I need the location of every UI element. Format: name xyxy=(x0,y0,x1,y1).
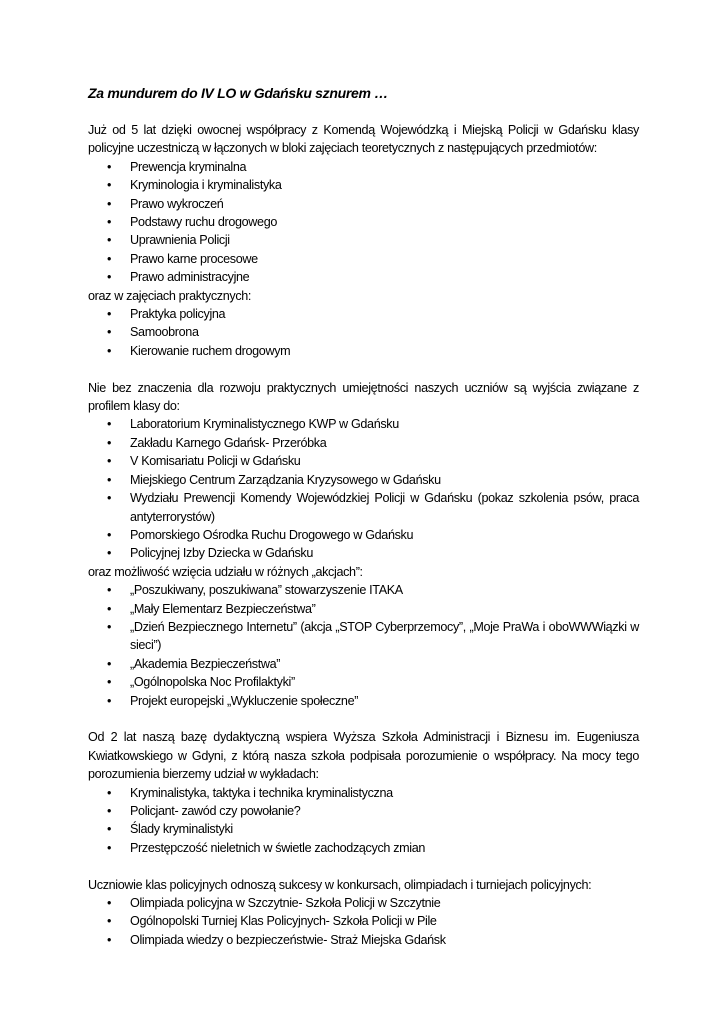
list-item: • „Ogólnopolska Noc Profilaktyki” xyxy=(88,673,639,691)
contests-list xyxy=(88,894,639,949)
bullet-icon: • xyxy=(107,435,112,450)
list-item: • Laboratorium Kryminalistycznego KWP w Gdańsku xyxy=(88,415,639,433)
bullet-icon: • xyxy=(107,914,112,929)
bullet-icon: • xyxy=(107,215,112,230)
list-item: • „Poszukiwany, poszukiwana” stowarzyszenie ITAKA xyxy=(88,581,639,599)
list-item: • „Dzień Bezpiecznego Internetu” (akcja „STOP Cyberprzemocy”, „Moje PraWa i oboWWWiązki w sieci”) xyxy=(107,619,639,653)
list-item: • „Mały Elementarz Bezpieczeństwa” xyxy=(88,600,639,618)
bullet-icon: • xyxy=(107,233,112,248)
bullet-icon: • xyxy=(107,491,112,506)
section2-intro: Nie bez znaczenia dla rozwoju praktycznych umiejętności naszych uczniów są wyjścia związane z profilem klasy do: xyxy=(88,380,639,414)
bullet-icon: • xyxy=(107,619,112,634)
list-item: • Olimpiada policyjna w Szczytnie- Szkoła Policji w Szczytnie xyxy=(88,894,639,912)
list-item: • Zakładu Karnego Gdańsk- Przeróbka xyxy=(88,434,639,452)
bullet-icon: • xyxy=(107,840,112,855)
bullet-icon: • xyxy=(107,178,112,193)
bullet-icon: • xyxy=(107,454,112,469)
bullet-icon: • xyxy=(107,785,112,800)
bullet-icon: • xyxy=(107,583,112,598)
actions-intro: oraz możliwość wzięcia udziału w różnych „akcjach”: xyxy=(88,564,363,579)
practical-list xyxy=(88,305,639,360)
bullet-icon: • xyxy=(107,270,112,285)
bullet-icon: • xyxy=(107,159,112,174)
list-item: • Pomorskiego Ośrodka Ruchu Drogowego w Gdańsku xyxy=(88,526,639,544)
document-page xyxy=(88,84,639,949)
list-item: • Prawo karne procesowe xyxy=(88,250,639,268)
list-item: • Ogólnopolski Turniej Klas Policyjnych- Szkoła Policji w Pile xyxy=(88,912,639,930)
list-item: • Prawo administracyjne xyxy=(88,268,639,286)
list-item: • „Akademia Bezpieczeństwa” xyxy=(88,655,639,673)
bullet-icon: • xyxy=(107,932,112,947)
bullet-icon: • xyxy=(107,675,112,690)
actions-list xyxy=(88,581,639,710)
list-item: • Kierowanie ruchem drogowym xyxy=(88,342,639,360)
bullet-icon: • xyxy=(107,601,112,616)
document-title: Za mundurem do IV LO w Gdańsku sznurem … xyxy=(88,85,388,101)
list-item: • Prewencja kryminalna xyxy=(88,158,639,176)
bullet-icon: • xyxy=(107,527,112,542)
bullet-icon: • xyxy=(107,656,112,671)
list-item: • Policjant- zawód czy powołanie? xyxy=(88,802,639,820)
list-item: • Praktyka policyjna xyxy=(88,305,639,323)
bullet-icon: • xyxy=(107,251,112,266)
bullet-icon: • xyxy=(107,804,112,818)
bullet-icon: • xyxy=(107,307,112,322)
list-item: • Prawo wykroczeń xyxy=(88,195,639,213)
list-item: • Kryminologia i kryminalistyka xyxy=(88,176,639,194)
list-item: • Samoobrona xyxy=(88,323,639,341)
bullet-icon: • xyxy=(107,693,112,708)
lectures-list xyxy=(88,784,639,858)
list-item: • Uprawnienia Policji xyxy=(88,231,639,249)
bullet-icon: • xyxy=(107,896,112,911)
section3-intro: Od 2 lat naszą bazę dydaktyczną wspiera Wyższa Szkoła Administracji i Biznesu im. Eugeniusza Kwiatkowskiego w Gdyni, z którą nasza szkoła podpisała porozumienie o współpracy. Na mocy tego porozumienia bierzemy udział w wykładach: xyxy=(88,730,639,782)
bullet-icon: • xyxy=(107,325,112,340)
bullet-icon: • xyxy=(107,472,112,487)
section1-intro: Już od 5 lat dzięki owocnej współpracy z Komendą Wojewódzką i Miejską Policji w Gdańsku klasy policyjne uczestniczą w łączonych w bloki zajęciach teoretycznych z następujących przedmiotów: xyxy=(88,123,639,156)
section4-intro: Uczniowie klas policyjnych odnoszą sukcesy w konkursach, olimpiadach i turniejach policyjnych: xyxy=(88,877,592,892)
list-item: • Policyjnej Izby Dziecka w Gdańsku xyxy=(88,544,639,562)
trips-list xyxy=(88,415,639,562)
list-item: • V Komisariatu Policji w Gdańsku xyxy=(88,452,639,470)
list-item: • Ślady kryminalistyki xyxy=(88,820,639,838)
list-item: • Wydziału Prewencji Komendy Wojewódzkiej Policji w Gdańsku (pokaz szkolenia psów, praca antyterrorystów) xyxy=(107,491,639,524)
list-item: • Miejskiego Centrum Zarządzania Kryzysowego w Gdańsku xyxy=(88,471,639,489)
subjects-list xyxy=(88,158,639,287)
list-item: • Przestępczość nieletnich w świetle zachodzących zmian xyxy=(88,839,639,857)
bullet-icon: • xyxy=(107,417,112,432)
list-item: • Kryminalistyka, taktyka i technika kryminalistyczna xyxy=(88,784,639,802)
list-item: • Olimpiada wiedzy o bezpieczeństwie- Straż Miejska Gdańsk xyxy=(88,931,639,949)
bullet-icon: • xyxy=(107,822,112,837)
bullet-icon: • xyxy=(107,343,112,358)
bullet-icon: • xyxy=(107,196,112,211)
bullet-icon: • xyxy=(107,546,112,561)
list-item: • Podstawy ruchu drogowego xyxy=(88,213,639,231)
list-item: • Projekt europejski „Wykluczenie społeczne” xyxy=(88,692,639,710)
practical-intro: oraz w zajęciach praktycznych: xyxy=(88,288,252,303)
